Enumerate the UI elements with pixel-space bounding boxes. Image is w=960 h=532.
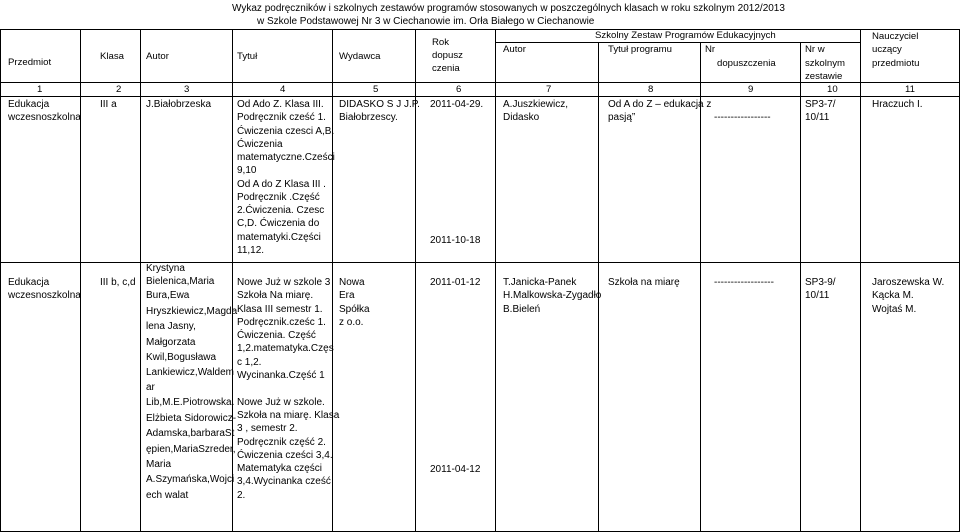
row-nauczyciel: Jaroszewska W. — [872, 277, 945, 288]
row-tytul: 3 , semestr 2. — [237, 423, 298, 434]
header-nauczyciel-2: uczący — [872, 44, 902, 55]
row-wydawca: Białobrzescy. — [339, 112, 398, 123]
header-nr-w-3: zestawie — [805, 71, 843, 82]
row-nr-w-zestawie: 10/11 — [805, 112, 830, 123]
row-autor: lena Jasny, — [146, 321, 196, 332]
row-autor: A.Szymańska,Wojci — [146, 474, 235, 485]
row-klasa: III b, c,d — [100, 277, 136, 288]
row-zestaw-autor: T.Janicka-Panek — [503, 277, 577, 288]
row-wydawca: Spółka — [339, 304, 370, 315]
row-tytul: Nowe Już w szkole 3 — [237, 277, 331, 288]
row-nr-dopuszczenia: ----------------- — [714, 112, 771, 123]
header-nr-dop-2: dopuszczenia — [717, 58, 776, 69]
row-tytul: Ćwiczenia czesci A,B. — [237, 126, 335, 137]
row-tytul: Ćwiczenia — [237, 139, 283, 150]
row-nr-dopuszczenia: ------------------ — [714, 277, 774, 288]
row-autor: Krystyna — [146, 263, 185, 274]
row-autor: Adamska,barbaraSt — [146, 428, 235, 439]
row-autor: Kwil,Bogusława — [146, 352, 217, 363]
row-autor: ępien,MariaSzreder, — [146, 444, 236, 455]
header-przedmiot: Przedmiot — [8, 57, 52, 68]
row-autor: Hryszkiewicz,Magda — [146, 306, 238, 317]
row-tytul: C,D. Ćwiczenia do — [237, 218, 320, 229]
row-nauczyciel: Wojtaś M. — [872, 304, 917, 315]
row-autor: Maria — [146, 459, 172, 470]
row-klasa: III a — [100, 99, 117, 110]
header-autor: Autor — [146, 51, 169, 62]
row-wydawca: Nowa — [339, 277, 365, 288]
row-przedmiot: wczesnoszkolna — [8, 290, 81, 301]
row-tytul-programu: Szkoła na miarę — [608, 277, 680, 288]
row-tytul: 11,12. — [237, 245, 265, 256]
row-autor: Małgorzata — [146, 337, 196, 348]
row-autor: Bielenica,Maria — [146, 276, 215, 287]
row-tytul: Wycinanka.Część 1 — [237, 370, 325, 381]
header-nr-w-1: Nr w — [805, 44, 825, 55]
row-przedmiot: Edukacja — [8, 277, 50, 288]
row-wydawca: z o.o. — [339, 317, 364, 328]
header-szkolny-zestaw: Szkolny Zestaw Programów Edukacyjnych — [595, 30, 776, 41]
column-number: 10 — [827, 84, 838, 95]
header-wydawca: Wydawca — [339, 51, 381, 62]
row-nr-w-zestawie: SP3-9/ — [805, 277, 836, 288]
row-rok: 2011-01-12 — [430, 277, 481, 288]
row-autor: Lib,M.E.Piotrowska. — [146, 397, 235, 408]
row-tytul: c 1,2. — [237, 357, 262, 368]
header-nauczyciel-1: Nauczyciel — [872, 31, 919, 42]
row-tytul: Klasa III semestr 1. — [237, 304, 323, 315]
row-tytul: 1,2.matematyka.Częs — [237, 343, 334, 354]
row-wydawca: Era — [339, 290, 355, 301]
row-tytul: Matematyka części — [237, 463, 323, 474]
column-number: 2 — [116, 84, 122, 95]
row-autor: ech walat — [146, 490, 189, 501]
row-tytul: Od A do Z Klasa III . — [237, 179, 326, 190]
column-number: 5 — [373, 84, 379, 95]
row-tytul: 2.Ćwiczenia. Czesc — [237, 205, 325, 216]
column-number: 3 — [184, 84, 190, 95]
row-tytul: 2. — [237, 490, 246, 501]
row-autor: Lankiewicz,Waldem — [146, 367, 234, 378]
row-tytul-programu: Od A do Z – edukacja z — [608, 99, 712, 110]
header-zestaw-autor: Autor — [503, 44, 526, 55]
row-rok-second: 2011-10-18 — [430, 235, 481, 246]
row-nauczyciel: Hraczuch I. — [872, 99, 923, 110]
row-zestaw-autor: B.Bieleń — [503, 304, 541, 315]
header-nr-w-2: szkolnym — [805, 58, 845, 69]
column-number: 8 — [648, 84, 654, 95]
row-autor: ar — [146, 382, 155, 393]
document-subtitle: w Szkole Podstawowej Nr 3 w Ciechanowie im. Orła Białego w Ciechanowie — [257, 16, 595, 27]
column-number: 7 — [546, 84, 552, 95]
column-number: 11 — [905, 84, 915, 95]
row-tytul-programu: pasją” — [608, 112, 636, 123]
row-tytul: Szkoła na miarę. Klasa — [237, 410, 340, 421]
row-tytul: Szkoła Na miarę. — [237, 290, 314, 301]
row-przedmiot: Edukacja — [8, 99, 50, 110]
document-title: Wykaz podręczników i szkolnych zestawów programów stosowanych w poszczególnych klasach w roku szkolnym 2012/2013 — [232, 3, 785, 14]
row-tytul: Ćwiczenia cześci 3,4. — [237, 450, 333, 461]
column-number: 4 — [280, 84, 286, 95]
row-tytul: Od Ado Z. Klasa III. — [237, 99, 324, 110]
header-nr-dop-1: Nr — [705, 44, 716, 55]
header-tytul: Tytuł — [237, 51, 258, 62]
row-zestaw-autor: Didasko — [503, 112, 540, 123]
row-nauczyciel: Kącka M. — [872, 290, 914, 301]
row-tytul: Podręcznik .Część — [237, 192, 320, 203]
row-autor: Bura,Ewa — [146, 290, 190, 301]
row-przedmiot: wczesnoszkolna — [8, 112, 81, 123]
row-autor: Elżbieta Sidorowicz- — [146, 413, 237, 424]
row-tytul: Ćwiczenia. Część — [237, 330, 316, 341]
row-wydawca: DIDASKO S J J.P. — [339, 99, 420, 110]
row-tytul: matematyki.Części — [237, 232, 321, 243]
header-rok-2: dopusz — [432, 50, 463, 61]
header-rok-1: Rok — [432, 37, 450, 48]
row-tytul: 9,10 — [237, 165, 257, 176]
row-tytul: Nowe Już w szkole. — [237, 397, 325, 408]
column-number: 9 — [748, 84, 754, 95]
row-tytul: matematyczne.Cześci — [237, 152, 335, 163]
header-klasa: Klasa — [100, 51, 124, 62]
row-nr-w-zestawie: 10/11 — [805, 290, 830, 301]
row-nr-w-zestawie: SP3-7/ — [805, 99, 836, 110]
row-rok-second: 2011-04-12 — [430, 464, 481, 475]
row-rok: 2011-04-29. — [430, 99, 484, 110]
row-zestaw-autor: A.Juszkiewicz, — [503, 99, 569, 110]
row-tytul: Podręcznik.cześc 1. — [237, 317, 326, 328]
column-number: 1 — [37, 84, 43, 95]
row-autor: J.Białobrzeska — [146, 99, 212, 110]
row-tytul: 3,4.Wycinanka cześć — [237, 476, 331, 487]
header-nauczyciel-3: przedmiotu — [872, 58, 920, 69]
row-tytul: Podręcznik cześć 1. — [237, 112, 326, 123]
header-tytul-programu: Tytuł programu — [608, 44, 672, 55]
column-number: 6 — [456, 84, 462, 95]
row-tytul: Podręcznik część 2. — [237, 437, 326, 448]
header-rok-3: czenia — [432, 63, 460, 74]
row-zestaw-autor: H.Malkowska-Zygadło — [503, 290, 602, 301]
